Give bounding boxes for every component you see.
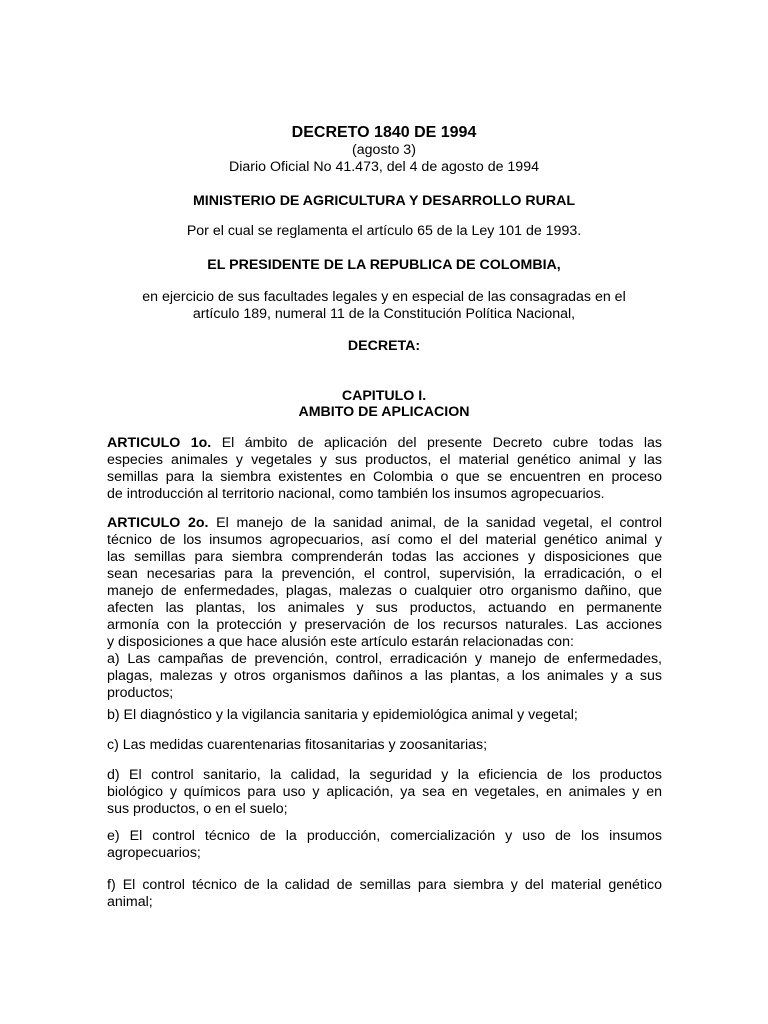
item-e-line: agropecuarios; [107,845,201,861]
article-2-text: El manejo de la sanidad animal, de la sanidad vegetal, el control [208,515,662,531]
article-2-line: y disposiciones a que hace alusión este artículo estarán relacionadas con: [107,634,574,650]
article-1 [107,435,662,503]
chapter-number: CAPITULO I. [341,388,427,404]
article-2-line: las semillas para siembra comprenderán todas las acciones y disposiciones que [107,549,662,565]
article-1-line: de introducción al territorio nacional, como también los insumos agropecuarios. [107,486,605,502]
article-2-line: sean necesarias para la prevención, el control, supervisión, la erradicación, o el [107,566,662,582]
item-c-line: c) Las medidas cuarentenarias fitosanitarias y zoosanitarias; [107,737,488,753]
decree-subject: Por el cual se reglamenta el artículo 65 de la Ley 101 de 1993. [186,223,582,239]
item-d-line: sus productos, o en el suelo; [107,801,288,817]
decree-title: DECRETO 1840 DE 1994 [291,124,477,141]
president-heading: EL PRESIDENTE DE LA REPUBLICA DE COLOMBIA, [207,257,561,273]
article-2-line [107,515,662,532]
decree-date: (agosto 3) [352,142,416,158]
article-2-item-a-line: productos; [107,685,174,701]
item-c [107,737,662,754]
item-e [107,828,662,862]
item-b [107,707,662,724]
article-1-label: ARTICULO 1o. [107,435,212,451]
preamble-line-1: en ejercicio de sus facultades legales y en especial de las consagradas en el [142,289,626,305]
article-2-line: técnico de los insumos agropecuarios, así como el del material genético animal y [107,532,662,548]
item-d [107,767,662,818]
article-1-line [107,435,662,452]
item-b-line: b) El diagnóstico y la vigilancia sanitaria y epidemiológica animal y vegetal; [107,707,578,723]
article-2-line: armonía con la protección y preservación de los recursos naturales. Las acciones [107,617,662,633]
article-2-line: afecten las plantas, los animales y sus productos, actuando en permanente [107,600,662,616]
item-f [107,877,662,911]
chapter-title: AMBITO DE APLICACION [298,404,470,420]
item-f-line: f) El control técnico de la calidad de semillas para siembra y del material genético [107,877,662,893]
item-f-line: animal; [107,894,153,910]
gazette-reference: Diario Oficial No 41.473, del 4 de agosto de 1994 [229,159,539,175]
article-1-text: El ámbito de aplicación del presente Decreto cubre todas las [211,435,662,451]
article-2 [107,515,662,702]
decreta-heading: DECRETA: [347,338,421,354]
item-e-line: e) El control técnico de la producción, comercialización y uso de los insumos [107,828,662,844]
preamble-line-2: artículo 189, numeral 11 de la Constitución Política Nacional, [192,306,576,322]
ministry-heading: MINISTERIO DE AGRICULTURA Y DESARROLLO RURAL [192,193,575,209]
article-1-line: semillas para la siembra existentes en Colombia o que se encuentren en proceso [107,469,662,485]
item-d-line: biológico y químicos para uso y aplicación, ya sea en vegetales, en animales y en [107,784,662,800]
item-d-line: d) El control sanitario, la calidad, la seguridad y la eficiencia de los productos [107,767,662,783]
article-2-item-a-line: a) Las campañas de prevención, control, erradicación y manejo de enfermedades, [107,651,662,667]
article-1-line: especies animales y vegetales y sus productos, el material genético animal y las [107,452,662,468]
article-2-line: manejo de enfermedades, plagas, malezas o cualquier otro organismo dañino, que [107,583,662,599]
article-2-label: ARTICULO 2o. [107,515,209,531]
article-2-item-a-line: plagas, malezas y otros organismos dañinos a las plantas, a los animales y a sus [107,668,662,684]
